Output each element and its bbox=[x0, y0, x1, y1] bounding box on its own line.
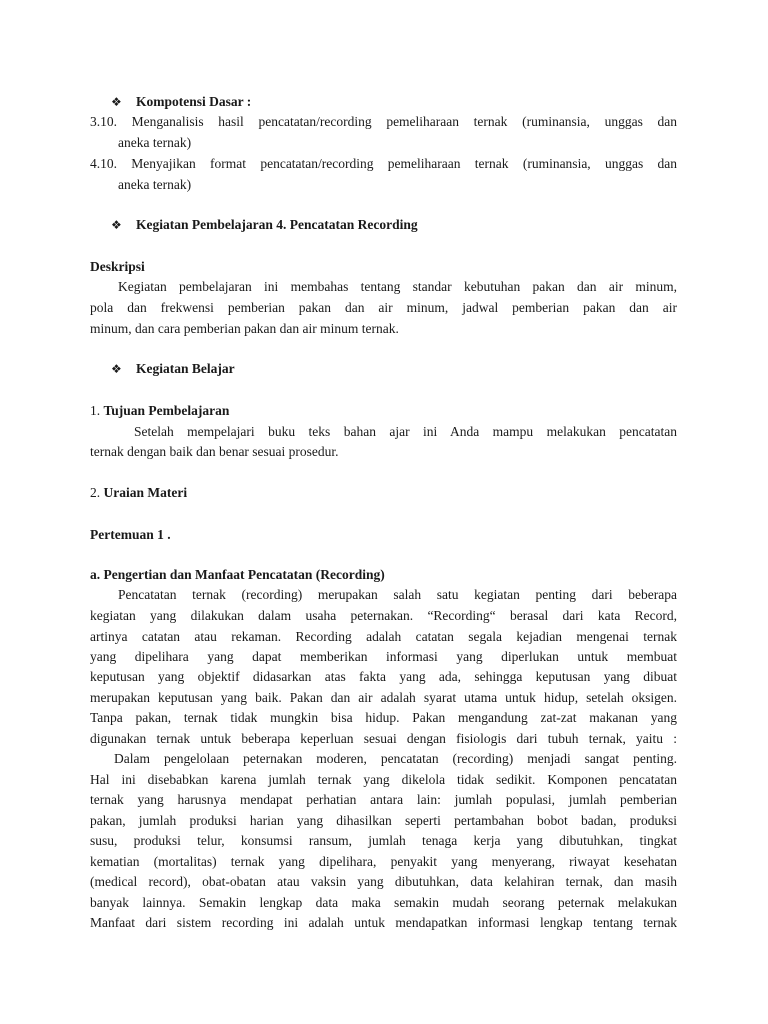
paragraph-line: pakan, jumlah produksi harian yang dihasilkan seperti pertambahan bobot badan, produksi bbox=[90, 813, 677, 828]
paragraph-line: artinya catatan atau rekaman. Recording adalah catatan segala kejadian mengenai ternak bbox=[90, 629, 677, 644]
kompetensi-item-1-cont: aneka ternak) bbox=[118, 135, 192, 150]
paragraph-line: Dalam pengelolaan peternakan moderen, pencatatan (recording) menjadi sangat penting. bbox=[114, 751, 677, 766]
pertemuan-heading: Pertemuan 1 . bbox=[90, 527, 171, 542]
paragraph-line: yang dipelihara yang dapat memberikan informasi yang diperlukan untuk membuat bbox=[90, 649, 677, 664]
diamond-bullet-icon: ❖ bbox=[111, 218, 122, 232]
kompetensi-item-2: 4.10. Menyajikan format pencatatan/recording pemeliharaan ternak (ruminansia, unggas dan bbox=[90, 156, 677, 171]
paragraph-line: banyak lainnya. Semakin lengkap data maka semakin mudah seorang peternak melakukan bbox=[90, 895, 677, 910]
paragraph-line: Hal ini disebabkan karena jumlah ternak yang dikelola tidak sedikit. Komponen pencatatan bbox=[90, 772, 677, 787]
paragraph-line: keputusan yang objektif didasarkan atas fakta yang ada, sehingga keputusan yang dibuat bbox=[90, 669, 677, 684]
kompetensi-heading: ❖ Kompotensi Dasar : bbox=[111, 92, 698, 112]
section-a-heading: a. Pengertian dan Manfaat Pencatatan (Recording) bbox=[90, 567, 385, 582]
kompetensi-item-2-cont: aneka ternak) bbox=[118, 177, 192, 192]
paragraph-line: (medical record), obat-obatan atau vaksin yang dibutuhkan, data kelahiran ternak, dan masih bbox=[90, 874, 677, 889]
kompetensi-item-1: 3.10. Menganalisis hasil pencatatan/recording pemeliharaan ternak (ruminansia, unggas dan bbox=[90, 114, 677, 129]
paragraph-line: ternak yang harusnya mendapat perhatian antara lain: jumlah populasi, jumlah pemberian bbox=[90, 792, 677, 807]
paragraph-line: merupakan keputusan yang baik. Pakan dan air adalah syarat utama untuk hidup, setelah oksigen. bbox=[90, 690, 677, 705]
kegiatan-pembelajaran-heading: ❖ Kegiatan Pembelajaran 4. Pencatatan Recording bbox=[111, 215, 698, 235]
tujuan-line: Setelah mempelajari buku teks bahan ajar ini Anda mampu melakukan pencatatan bbox=[134, 424, 677, 439]
diamond-bullet-icon: ❖ bbox=[111, 362, 122, 376]
tujuan-heading: 1. Tujuan Pembelajaran bbox=[90, 403, 230, 418]
uraian-heading: 2. Uraian Materi bbox=[90, 485, 188, 500]
paragraph-line: Manfaat dari sistem recording ini adalah untuk mendapatkan informasi lengkap tentang ternak bbox=[90, 915, 677, 930]
deskripsi-line: minum, dan cara pemberian pakan dan air minum ternak. bbox=[90, 321, 399, 336]
paragraph-line: Pencatatan ternak (recording) merupakan salah satu kegiatan penting dari beberapa bbox=[118, 587, 677, 602]
deskripsi-line: Kegiatan pembelajaran ini membahas tentang standar kebutuhan pakan dan air minum, bbox=[118, 279, 677, 294]
diamond-bullet-icon: ❖ bbox=[111, 95, 122, 109]
paragraph-line: digunakan ternak untuk beberapa keperluan sesuai dengan fisiologis dari tubuh ternak, yaitu : bbox=[90, 731, 677, 746]
deskripsi-heading: Deskripsi bbox=[90, 259, 145, 274]
paragraph-line: susu, produksi telur, konsumsi ransum, jumlah tenaga kerja yang dibutuhkan, tingkat bbox=[90, 833, 677, 848]
paragraph-line: Tanpa pakan, ternak tidak mungkin bisa hidup. Pakan mengandung zat-zat makanan yang bbox=[90, 710, 677, 725]
paragraph-line: kegiatan yang dilakukan dalam usaha peternakan. “Recording“ berasal dari kata Record, bbox=[90, 608, 677, 623]
paragraph-line: kematian (mortalitas) ternak yang dipelihara, penyakit yang menyerang, riwayat kesehatan bbox=[90, 854, 677, 869]
kegiatan-belajar-heading: ❖ Kegiatan Belajar bbox=[111, 359, 698, 379]
deskripsi-line: pola dan frekwensi pemberian pakan dan air minum, jadwal pemberian pakan dan air bbox=[90, 300, 677, 315]
tujuan-line: ternak dengan baik dan benar sesuai prosedur. bbox=[90, 444, 339, 459]
